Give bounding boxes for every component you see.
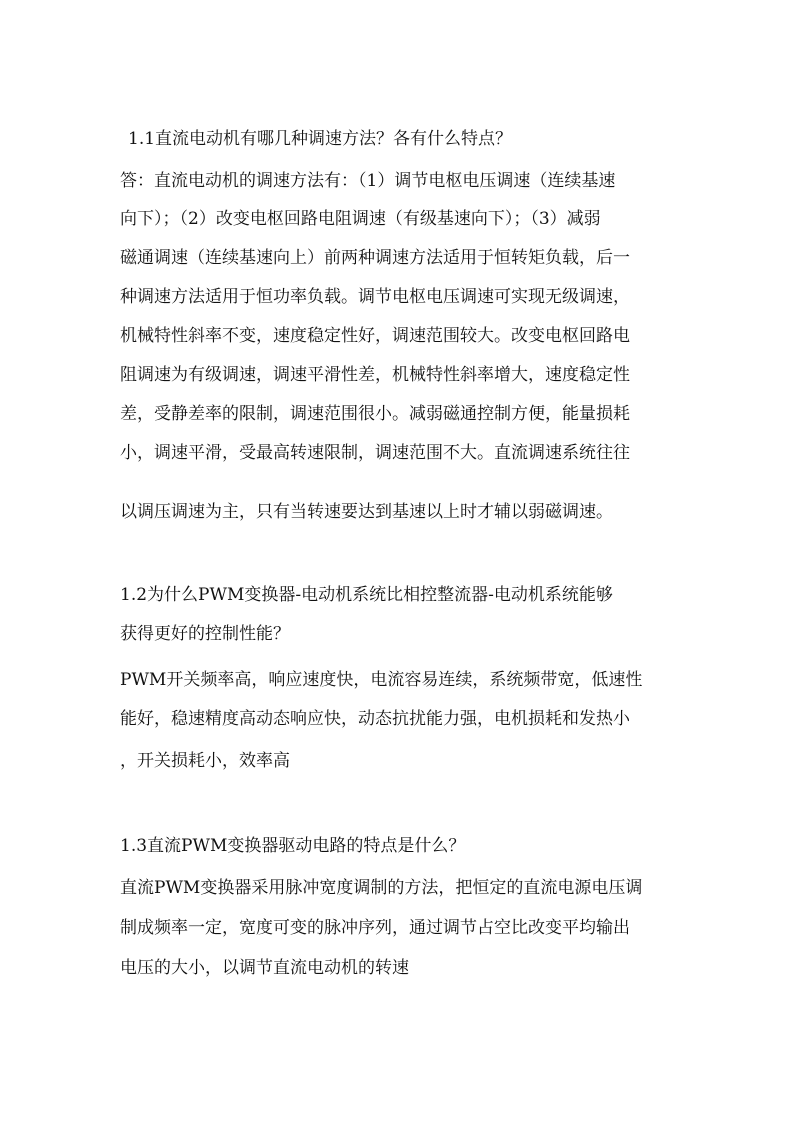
answer-1-2-line-2: 能好，稳速精度高动态响应快，动态抗扰能力强，电机损耗和发热小 <box>120 709 630 729</box>
answer-1-3-line-3: 电压的大小，以调节直流电动机的转速 <box>120 958 409 978</box>
answer-1-1-line-2: 向下）；（2）改变电枢回路电阻调速（有级基速向下）；（3）减弱 <box>120 209 601 229</box>
answer-1-1-line-8: 小，调速平滑，受最高转速限制，调速范围不大。直流调速系统往往 <box>120 443 630 463</box>
answer-1-2-line-3: ，开关损耗小，效率高 <box>120 751 290 771</box>
question-1-2-line-1: 1.2为什么PWM变换器-电动机系统比相控整流器-电动机系统能够 <box>120 585 613 605</box>
question-1-3: 1.3直流PWM变换器驱动电路的特点是什么？ <box>120 836 466 856</box>
answer-1-1-line-1: 答：直流电动机的调速方法有：（1）调节电枢电压调速（连续基速 <box>120 171 616 191</box>
question-1-1: 1.1直流电动机有哪几种调速方法？各有什么特点？ <box>128 129 513 149</box>
answer-1-1-line-3: 磁通调速（连续基速向上）前两种调速方法适用于恒转矩负载，后一 <box>120 248 630 268</box>
answer-1-3-line-1: 直流PWM变换器采用脉冲宽度调制的方法，把恒定的直流电源电压调 <box>120 878 643 898</box>
answer-1-1-line-5: 机械特性斜率不变，速度稳定性好，调速范围较大。改变电枢回路电 <box>120 326 630 346</box>
answer-1-2-line-1: PWM开关频率高，响应速度快，电流容易连续，系统频带宽，低速性 <box>120 670 643 690</box>
answer-1-1-line-9: 以调压调速为主，只有当转速要达到基速以上时才辅以弱磁调速。 <box>120 502 613 522</box>
answer-1-3-line-2: 制成频率一定，宽度可变的脉冲序列，通过调节占空比改变平均输出 <box>120 918 630 938</box>
answer-1-1-line-6: 阻调速为有级调速，调速平滑性差，机械特性斜率增大，速度稳定性 <box>120 365 630 385</box>
answer-1-1-line-4: 种调速方法适用于恒功率负载。调节电枢电压调速可实现无级调速， <box>120 287 630 307</box>
question-1-2-line-2: 获得更好的控制性能？ <box>120 624 290 644</box>
answer-1-1-line-7: 差，受静差率的限制，调速范围很小。减弱磁通控制方便，能量损耗 <box>120 404 630 424</box>
